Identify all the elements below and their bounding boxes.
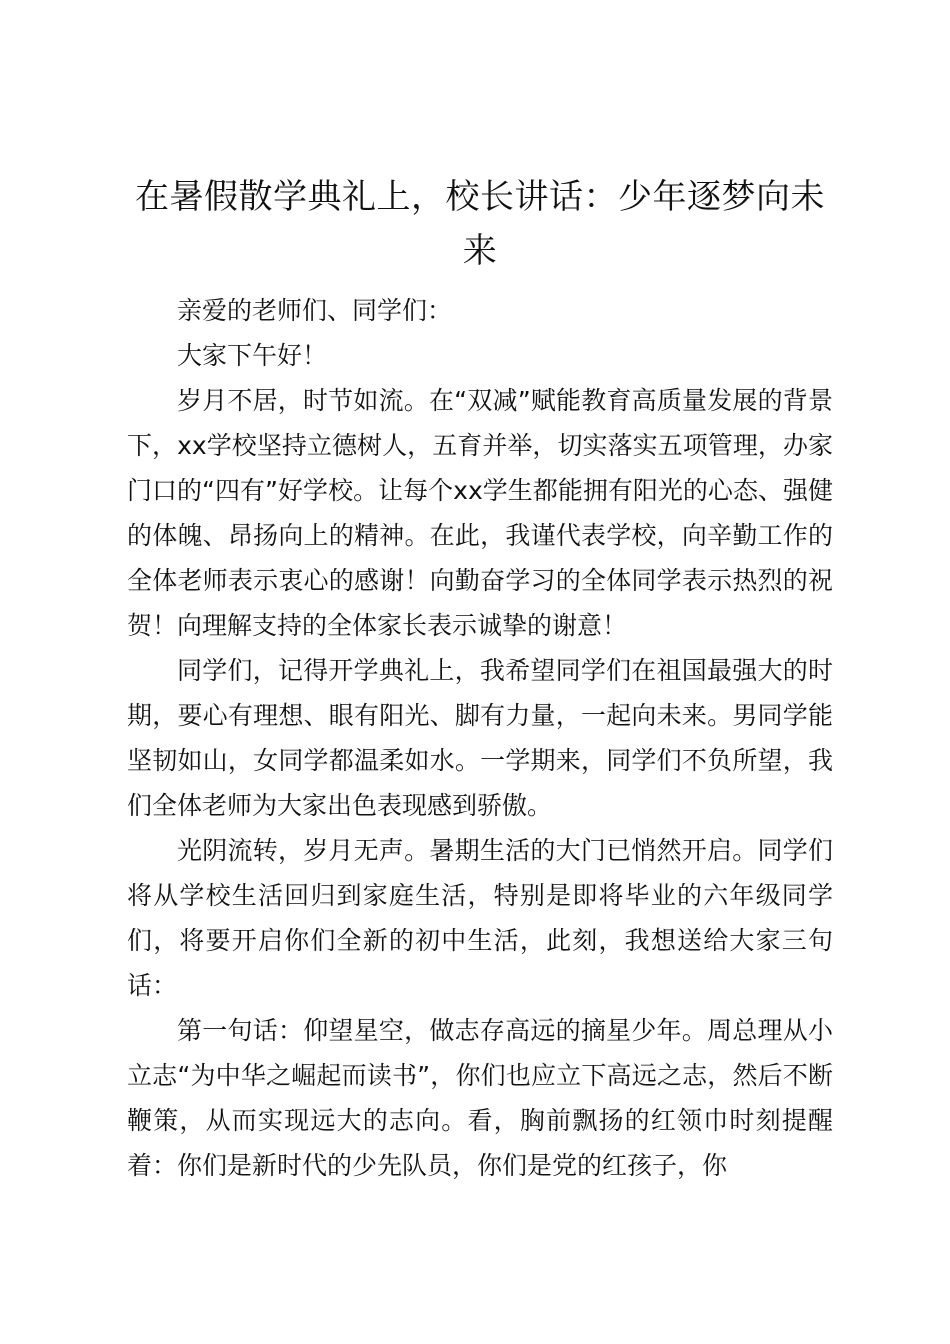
document-title: 在暑假散学典礼上，校长讲话：少年逐梦向未来 bbox=[135, 177, 825, 271]
body-paragraph: 光阴流转，岁月无声。暑期生活的大门已悄然开启。同学们将从学校生活回归到家庭生活，特别是即将毕业的六年级同学们，将要开启你们全新的初中生活，此刻，我想送给大家三句话： bbox=[127, 836, 833, 1000]
document-page bbox=[127, 170, 833, 1188]
body-paragraph: 同学们，记得开学典礼上，我希望同学们在祖国最强大的时期，要心有理想、眼有阳光、脚有力量，一起向未来。男同学能坚韧如山，女同学都温柔如水。一学期来，同学们不负所望，我们全体老师为大家出色表现感到骄傲。 bbox=[127, 656, 833, 820]
body-paragraph: 第一句话：仰望星空，做志存高远的摘星少年。周总理从小立志“为中华之崛起而读书”，你们也应立下高远之志，然后不断鞭策，从而实现远大的志向。看，胸前飘扬的红领巾时刻提醒着：你们是新时代的少先队员，你们是党的红孩子，你 bbox=[127, 1016, 833, 1180]
salutation-paragraph: 亲爱的老师们、同学们： bbox=[177, 296, 453, 325]
greeting-paragraph: 大家下午好！ bbox=[177, 341, 328, 370]
body-paragraph: 岁月不居，时节如流。在“双减”赋能教育高质量发展的背景下，xx学校坚持立德树人，五育并举，切实落实五项管理，办家门口的“四有”好学校。让每个xx学生都能拥有阳光的心态、强健的体魄、昂扬向上的精神。在此，我谨代表学校，向辛勤工作的全体老师表示衷心的感谢！向勤奋学习的全体同学表示热烈的祝贺！向理解支持的全体家长表示诚挚的谢意！ bbox=[127, 386, 833, 640]
document-body bbox=[127, 288, 833, 1188]
